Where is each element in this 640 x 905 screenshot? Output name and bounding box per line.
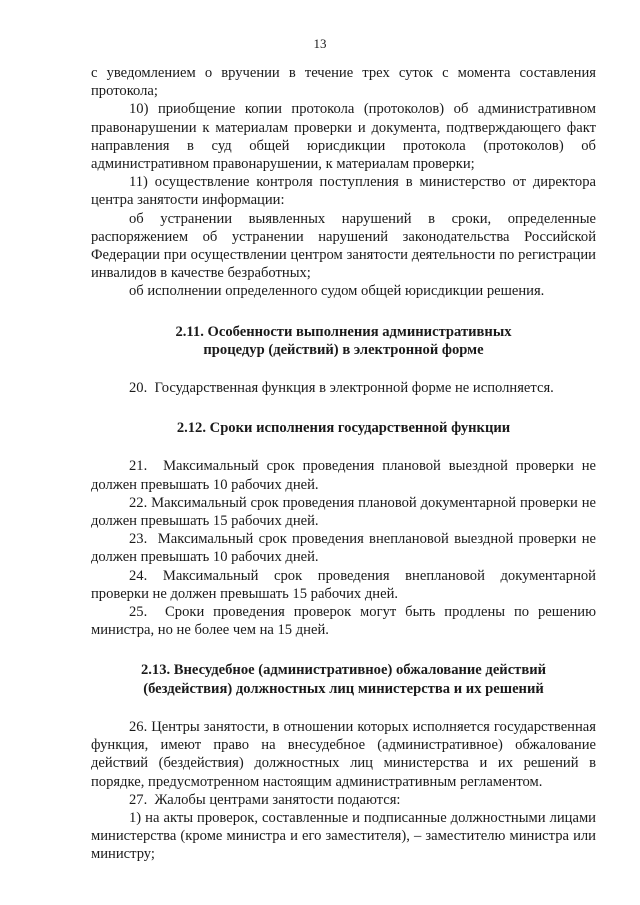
paragraph-27: 27. Жалобы центрами занятости подаются:	[129, 791, 401, 808]
paragraph-23: 23. Максимальный срок проведения внеплановой выездной проверки не должен превышать 10 рабочих дней.	[91, 531, 596, 566]
document-body	[91, 64, 596, 864]
paragraph-24: 24. Максимальный срок проведения внеплановой документарной проверки не должен превышать 15 рабочих дней.	[91, 567, 596, 602]
section-title-2-11-line1: 2.11. Особенности выполнения административных	[175, 323, 512, 340]
paragraph-27-item-1: 1) на акты проверок, составленные и подписанные должностными лицами министерства (кроме министра и его заместителя), – заместителю министра или министру;	[91, 809, 596, 863]
section-title-2-13-line2: (бездействия) должностных лиц министерства и их решений	[143, 680, 544, 697]
paragraph-22: 22. Максимальный срок проведения плановой документарной проверки не должен превышать 15 рабочих дней.	[91, 494, 596, 530]
section-title-2-11-line2: процедур (действий) в электронной форме	[203, 341, 484, 358]
paragraph-25: 25. Сроки проведения проверок могут быть продлены по решению министра, но не более чем на 15 дней.	[91, 604, 596, 639]
paragraph-20: 20. Государственная функция в электронной форме не исполняется.	[129, 380, 554, 397]
section-title-2-13-line1: 2.13. Внесудебное (административное) обжалование действий	[140, 662, 547, 679]
paragraph-elimination: об устранении выявленных нарушений в сроки, определенные распоряжением об устранении нарушений законодательства Российской Федерации при осуществлении центром занятости деятельности по регистрации инвалидов в качестве безработных;	[91, 210, 596, 282]
paragraph-26: 26. Центры занятости, в отношении которых исполняется государственная функция, имеют право на внесудебное (административное) обжалование действий (бездействия) должностных лиц министерства и их решений в порядке, предусмотренном настоящим административным регламентом.	[91, 718, 596, 790]
paragraph-item-11: 11) осуществление контроля поступления в министерство от директора центра занятости информации:	[91, 174, 596, 209]
section-title-2-12: 2.12. Сроки исполнения государственной функции	[176, 420, 511, 437]
paragraph-item-10: 10) приобщение копии протокола (протоколов) об административном правонарушении к материалам проверки и документа, подтверждающего факт направления в суд общей юрисдикции протокола (протоколов) об административном правонарушении, к материалам проверки;	[91, 101, 596, 173]
paragraph: с уведомлением о вручении в течение трех суток с момента составления протокола;	[91, 65, 596, 100]
paragraph-21: 21. Максимальный срок проведения плановой выездной проверки не должен превышать 10 рабочих дней.	[91, 458, 596, 493]
paragraph-court-decision: об исполнении определенного судом общей юрисдикции решения.	[129, 283, 545, 300]
page-number: 13	[313, 36, 327, 51]
